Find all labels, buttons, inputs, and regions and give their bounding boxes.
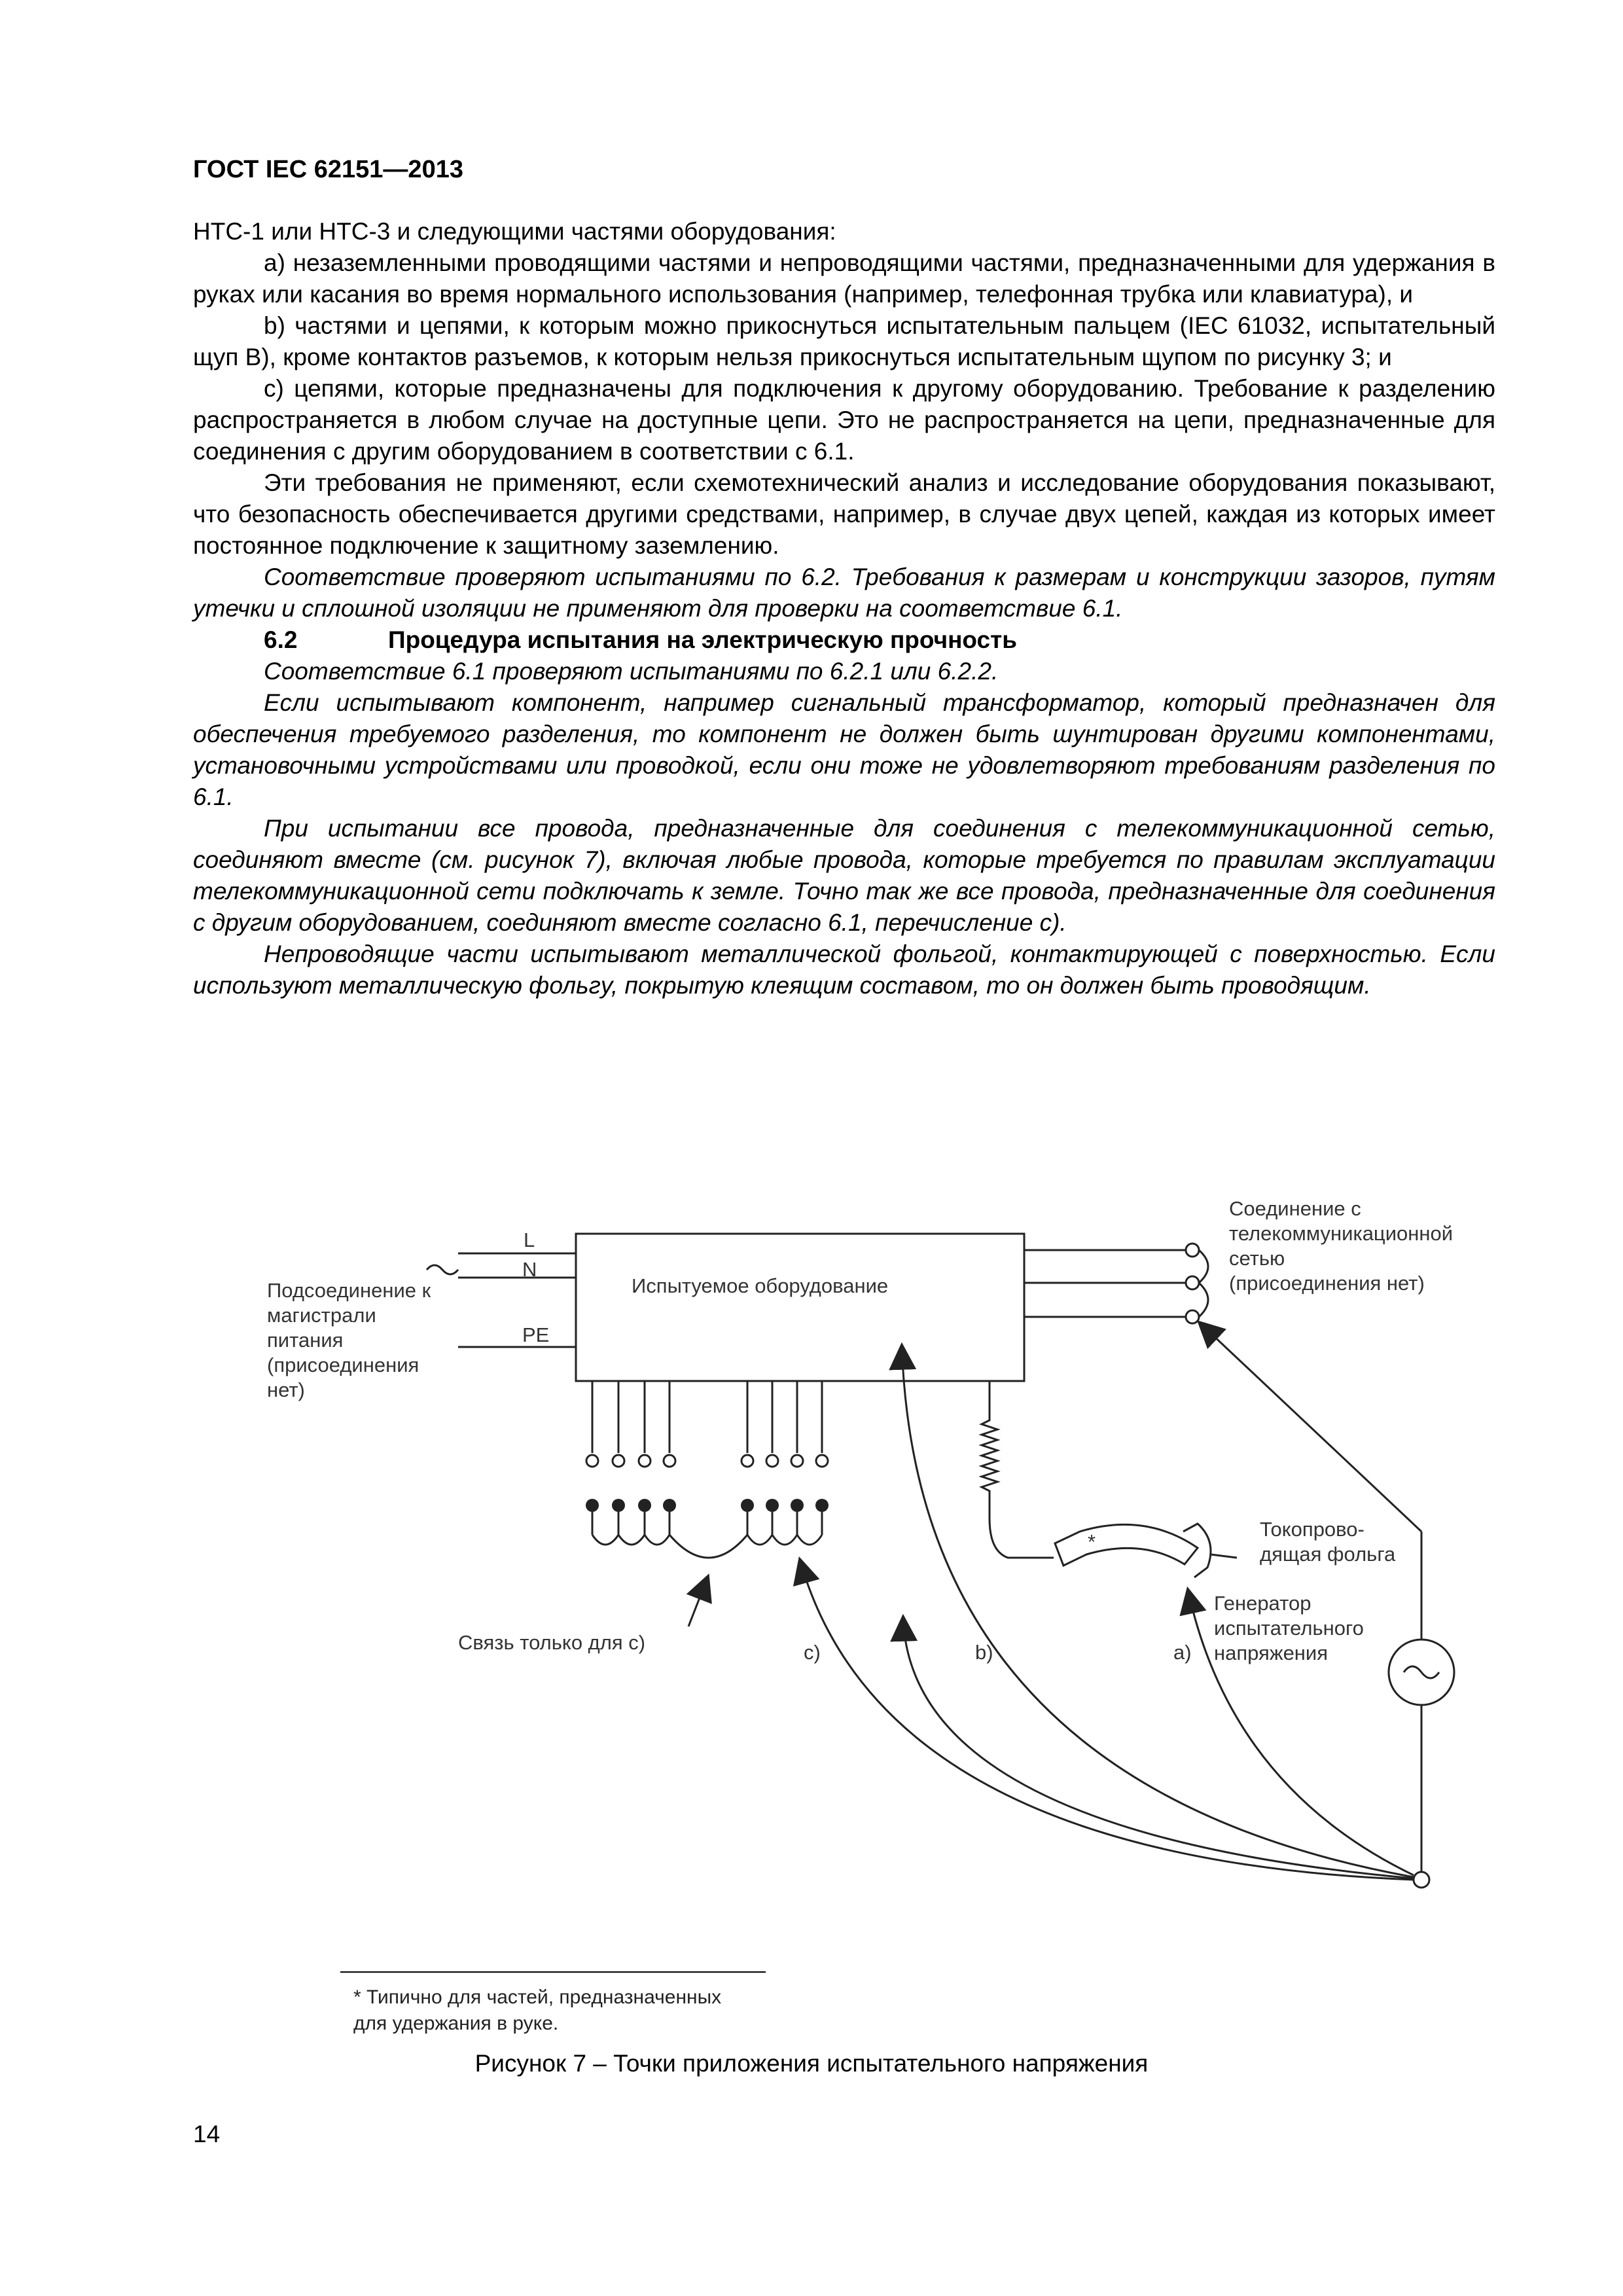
figure-caption: Рисунок 7 – Точки приложения испытательного напряжения bbox=[474, 2050, 1149, 2077]
generator-label bbox=[1214, 1592, 1364, 1664]
paragraph: Если испытывают компонент, например сигнальный трансформатор, который предназначен для обеспечения требуемого разделения, то компонент не должен быть шунтирован другими компонентами, установочными устройствами или проводкой, если они тоже не удовлетворяют требованиям разделения по 6.1. bbox=[193, 689, 1495, 810]
section-number: 6.2 bbox=[264, 626, 298, 653]
compliance-paragraph: Соответствие 6.1 проверяют испытаниями по 6.2.1 или 6.2.2. bbox=[264, 658, 999, 685]
page-number: 14 bbox=[193, 2121, 221, 2147]
svg-text:напряжения: напряжения bbox=[1214, 1641, 1329, 1664]
lead-c-label: c) bbox=[804, 1641, 821, 1664]
test-voltage-diagram bbox=[0, 1165, 1623, 2160]
section-title: Процедура испытания на электрическую прочность bbox=[388, 626, 1017, 653]
paragraph: Эти требования не применяют, если схемотехнический анализ и исследование оборудования показывают, что безопасность обеспечивается другими средствами, например, в случае двух цепей, каждая из которых имеет постоянное подключение к защитному заземлению. bbox=[193, 469, 1495, 559]
svg-text:нет): нет) bbox=[267, 1378, 305, 1401]
section-heading bbox=[193, 624, 1495, 656]
neutral-label: N bbox=[522, 1258, 537, 1281]
equipment-label: Испытуемое оборудование bbox=[632, 1274, 889, 1297]
compliance-paragraph: Соответствие проверяют испытаниями по 6.2. Требования к размерам и конструкции зазоров, путям утечки и сплошной изоляции не применяют для проверки на соответствие 6.1. bbox=[193, 564, 1495, 622]
svg-text:питания: питания bbox=[267, 1329, 344, 1352]
svg-text:(присоединения: (присоединения bbox=[267, 1354, 419, 1376]
list-item-a: a) незаземленными проводящими частями и непроводящими частями, предназначенными для удержания в руках или касания во время нормального использования (например, телефонная трубка или клавиатура), и bbox=[193, 249, 1495, 308]
paragraph: НТС-1 или НТС-3 и следующими частями оборудования: bbox=[193, 218, 836, 245]
lead-b-label: b) bbox=[975, 1641, 993, 1664]
paragraph: Непроводящие части испытывают металлической фольгой, контактирующей с поверхностью. Если используют металлическую фольгу, покрытую клеящим составом, то он должен быть проводящим. bbox=[193, 941, 1495, 999]
svg-text:Соединение с: Соединение с bbox=[1229, 1197, 1361, 1220]
foil-label bbox=[1260, 1518, 1396, 1566]
svg-text:испытательного: испытательного bbox=[1214, 1617, 1364, 1640]
list-item-c: c) цепями, которые предназначены для подключения к другому оборудованию. Требование к разделению распространяется в любом случае на доступные цепи. Это не распространяется на цепи, предназначенные для соединения с другим оборудованием в соответствии с 6.1. bbox=[193, 375, 1495, 465]
svg-text:(присоединения нет): (присоединения нет) bbox=[1229, 1272, 1425, 1295]
line-label: L bbox=[524, 1229, 535, 1251]
list-item-b: b) частями и цепями, к которым можно прикоснуться испытательным пальцем (IEC 61032, испытательный щуп B), кроме контактов разъемов, к которым нельзя прикоснуться испытательным щупом по рисунку 3; и bbox=[193, 312, 1495, 370]
link-label: Связь только для c) bbox=[458, 1631, 646, 1654]
figure-7 bbox=[0, 1165, 1623, 2160]
mains-label bbox=[267, 1279, 431, 1401]
svg-text:магистрали: магистрали bbox=[267, 1304, 376, 1327]
star-marker: * bbox=[1088, 1530, 1096, 1553]
paragraph: При испытании все провода, предназначенные для соединения с телекоммуникационной сетью, соединяют вместе (см. рисунок 7), включая любые провода, которые требуется по правилам эксплуатации телекоммуникационной сети подключать к земле. Точно так же все провода, предназначенные для соединения с другим оборудованием, соединяют вместе согласно 6.1, перечисление c). bbox=[193, 815, 1495, 936]
lead-a-label: a) bbox=[1173, 1641, 1192, 1664]
svg-text:Генератор: Генератор bbox=[1214, 1592, 1311, 1615]
document-header: ГОСТ IEC 62151—2013 bbox=[193, 156, 463, 183]
telecom-label bbox=[1229, 1197, 1453, 1295]
svg-text:Токопрово-: Токопрово- bbox=[1260, 1518, 1364, 1541]
svg-text:дящая фольга: дящая фольга bbox=[1260, 1543, 1396, 1566]
svg-text:сетью: сетью bbox=[1229, 1247, 1285, 1270]
body-text bbox=[193, 216, 1495, 1001]
footnote: * Типично для частей, предназначенных для удержания в руке. bbox=[353, 1986, 722, 2034]
earth-label: PE bbox=[522, 1323, 550, 1346]
footnote-divider bbox=[340, 1971, 766, 1973]
svg-text:телекоммуникационной: телекоммуникационной bbox=[1229, 1222, 1454, 1245]
svg-text:Подсоединение к: Подсоединение к bbox=[267, 1279, 431, 1302]
equipment-box bbox=[576, 1234, 1024, 1381]
